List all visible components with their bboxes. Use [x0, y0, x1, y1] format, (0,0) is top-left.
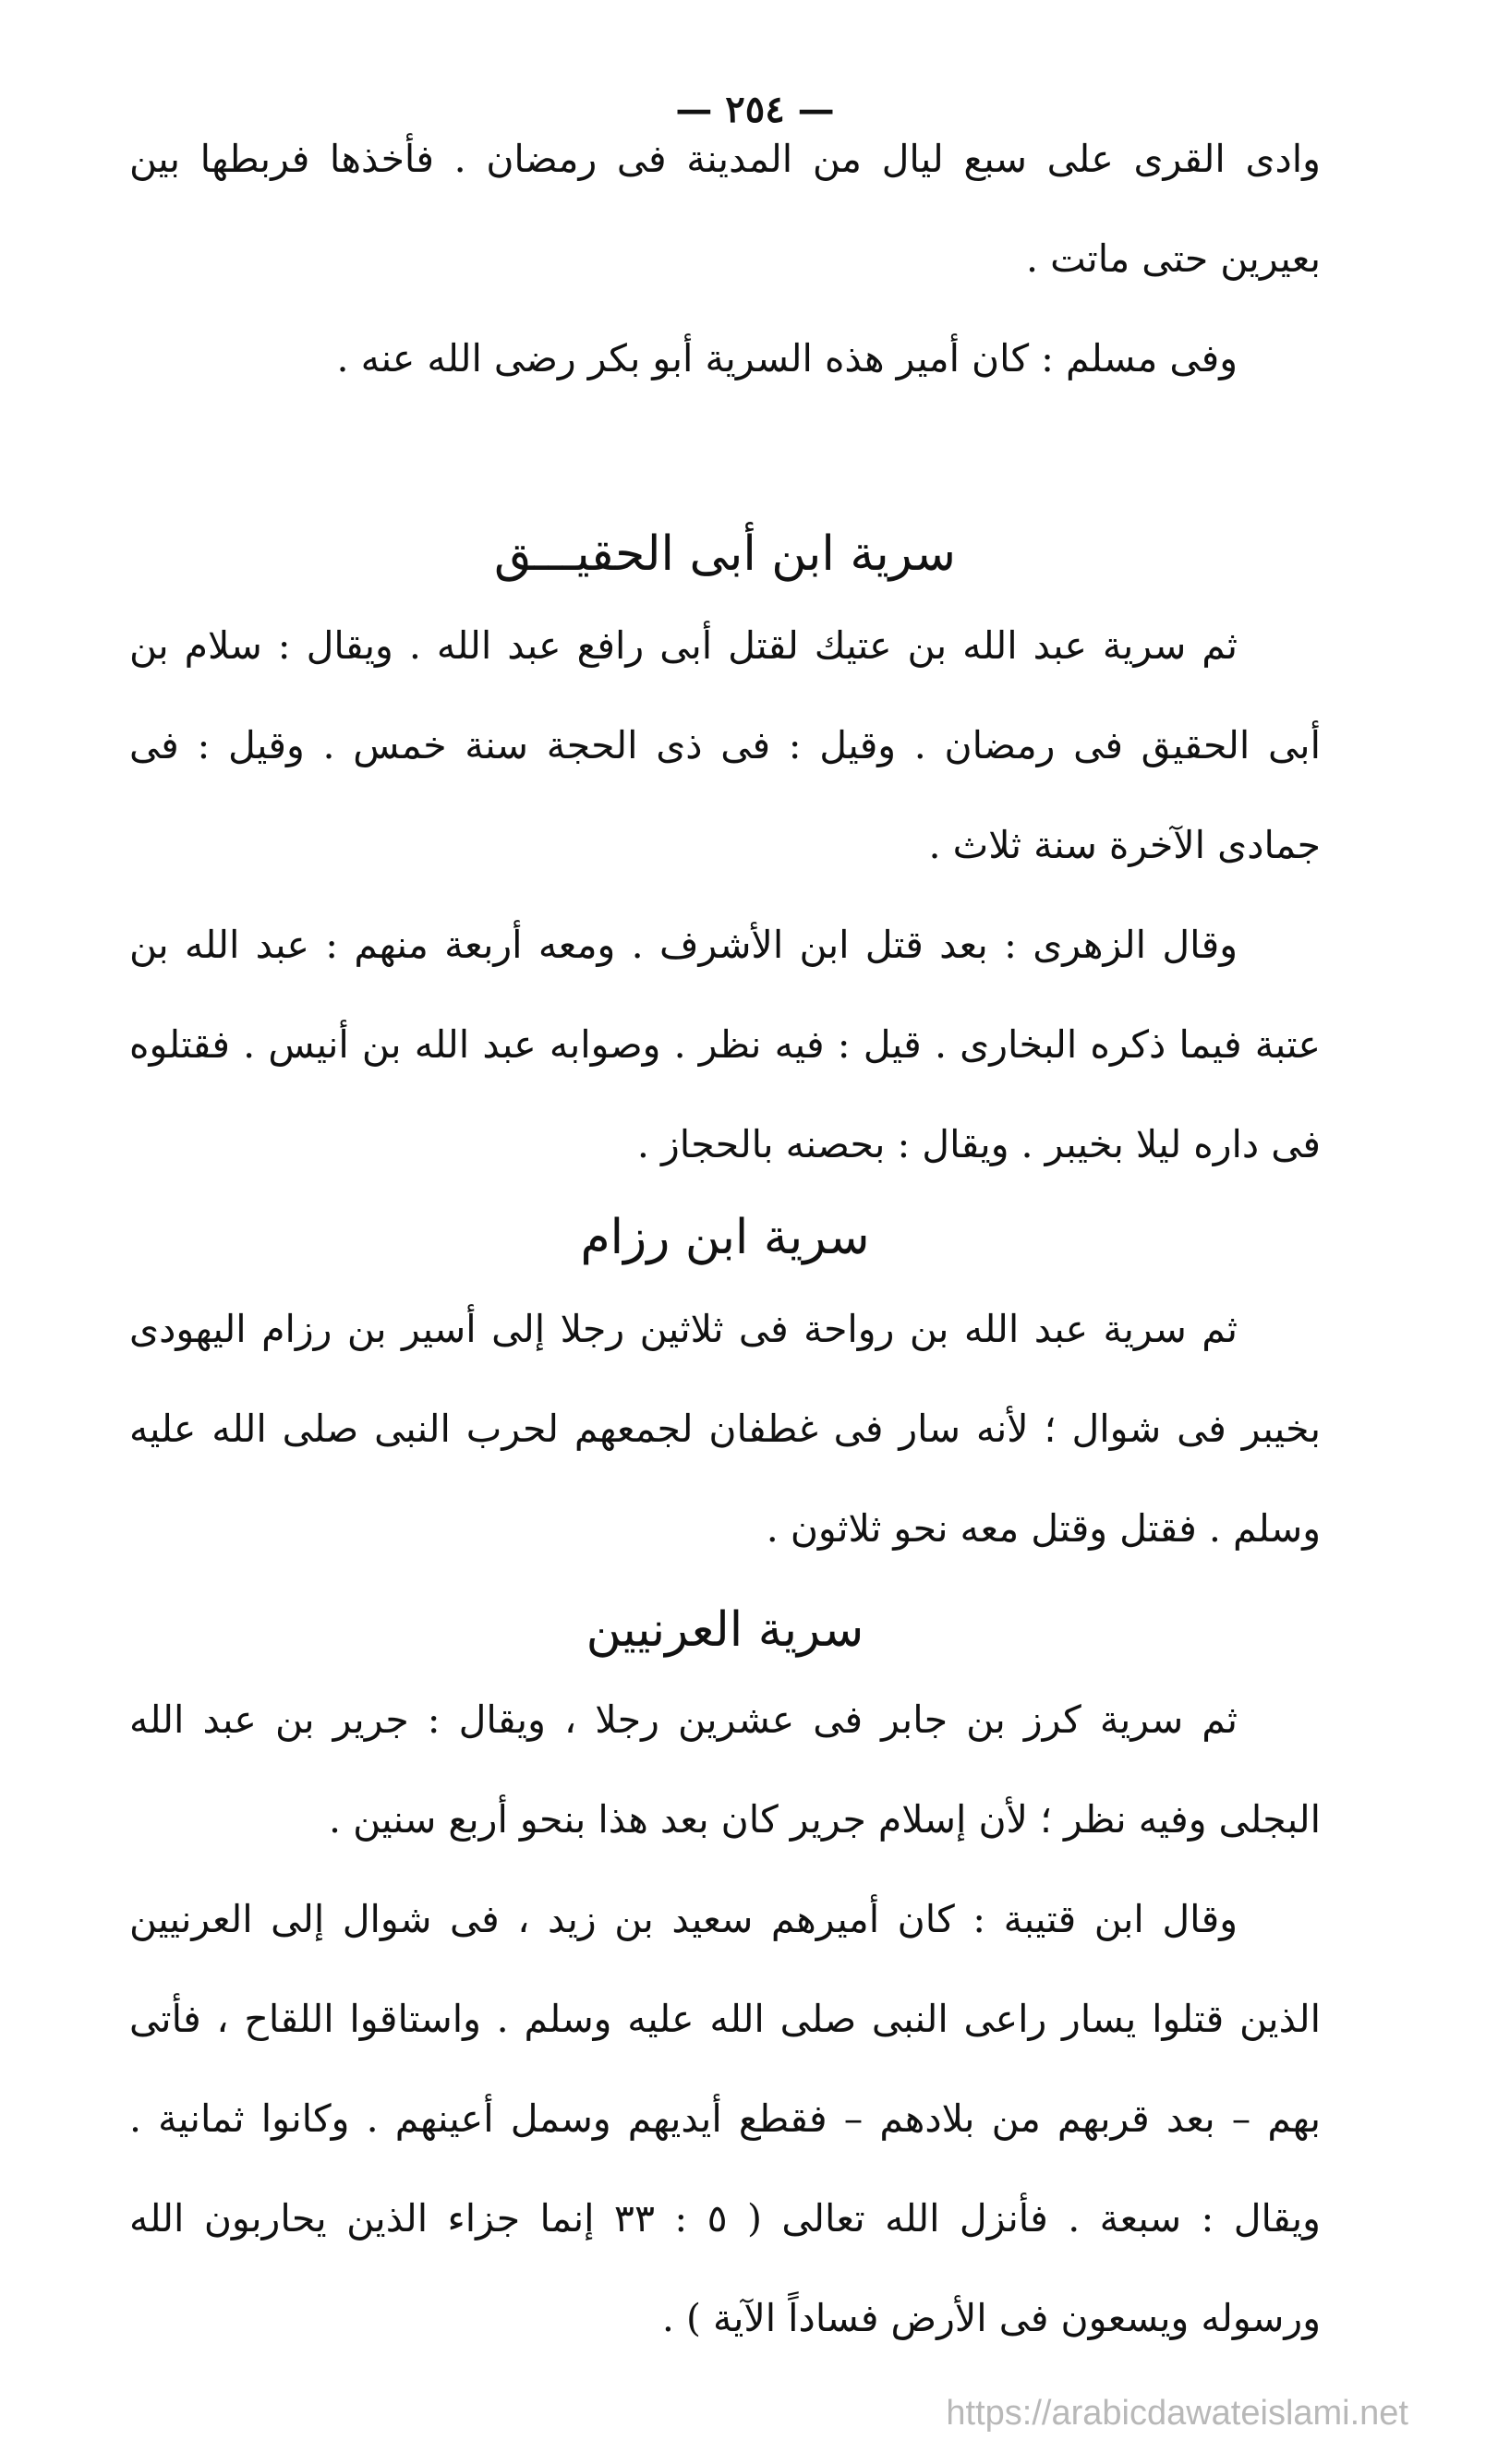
- section-heading-ibn-abi-al-huqayq: سرية ابن أبى الحقيـــق: [494, 526, 956, 582]
- section-ibn-abi-al-huqayq-body: [129, 596, 1321, 1194]
- section-heading-urayniyyin: سرية العرنيين: [586, 1602, 864, 1658]
- opening-text: [129, 109, 1321, 408]
- section-1-paragraph-2: وقال الزهرى : بعد قتل ابن الأشرف . ومعه أربعة منهم : عبد الله بن عتبة فيما ذكره البخارى . قيل : فيه نظر . وصوابه عبد الله بن أنيس . فقتلوه فى داره ليلا بخيبر . ويقال : بحصنه بالحجاز .: [129, 923, 1321, 1166]
- website-watermark: https://arabicdawateislami.net: [946, 2394, 1408, 2433]
- section-3-paragraph-2: وقال ابن قتيبة : كان أميرهم سعيد بن زيد ، فى شوال إلى العرنيين الذين قتلوا يسار راعى النبى صلى الله عليه وسلم . واستاقوا اللقاح ، فأتى بهم – بعد قربهم من بلادهم – فقطع أيديهم وسمل أعينهم . وكانوا ثمانية . ويقال : سبعة . فأنزل الله تعالى ( ٥ : ٣٣ إنما جزاء الذين يحاربون الله ورسوله ويسعون فى الأرض فساداً الآية ) .: [129, 1897, 1321, 2340]
- section-heading-ibn-rizam: سرية ابن رزام: [580, 1210, 870, 1265]
- section-1-paragraph-1: ثم سرية عبد الله بن عتيك لقتل أبى رافع عبد الله . ويقال : سلام بن أبى الحقيق فى رمضان . وقيل : فى ذى الحجة سنة خمس . وقيل : فى جمادى الآخرة سنة ثلاث .: [129, 623, 1321, 867]
- section-3-paragraph-1: ثم سرية كرز بن جابر فى عشرين رجلا ، ويقال : جرير بن عبد الله البجلى وفيه نظر ؛ لأن إسلام جرير كان بعد هذا بنحو أربع سنين .: [129, 1697, 1321, 1842]
- section-2-paragraph-1: ثم سرية عبد الله بن رواحة فى ثلاثين رجلا إلى أسير بن رزام اليهودى بخيبر فى شوال ؛ لأنه سار فى غطفان لجمعهم لحرب النبى صلى الله عليه وسلم . فقتل وقتل معه نحو ثلاثون .: [129, 1307, 1321, 1551]
- page-number: — ٢٥٤ —: [675, 88, 835, 131]
- section-urayniyyin-body: [129, 1670, 1321, 2368]
- opening-paragraph-2: وفى مسلم : كان أمير هذه السرية أبو بكر رضى الله عنه .: [336, 336, 1238, 380]
- opening-paragraph-1: وادى القرى على سبع ليال من المدينة فى رمضان . فأخذها فربطها بين بعيرين حتى ماتت .: [129, 137, 1321, 281]
- section-ibn-rizam-body: [129, 1279, 1321, 1578]
